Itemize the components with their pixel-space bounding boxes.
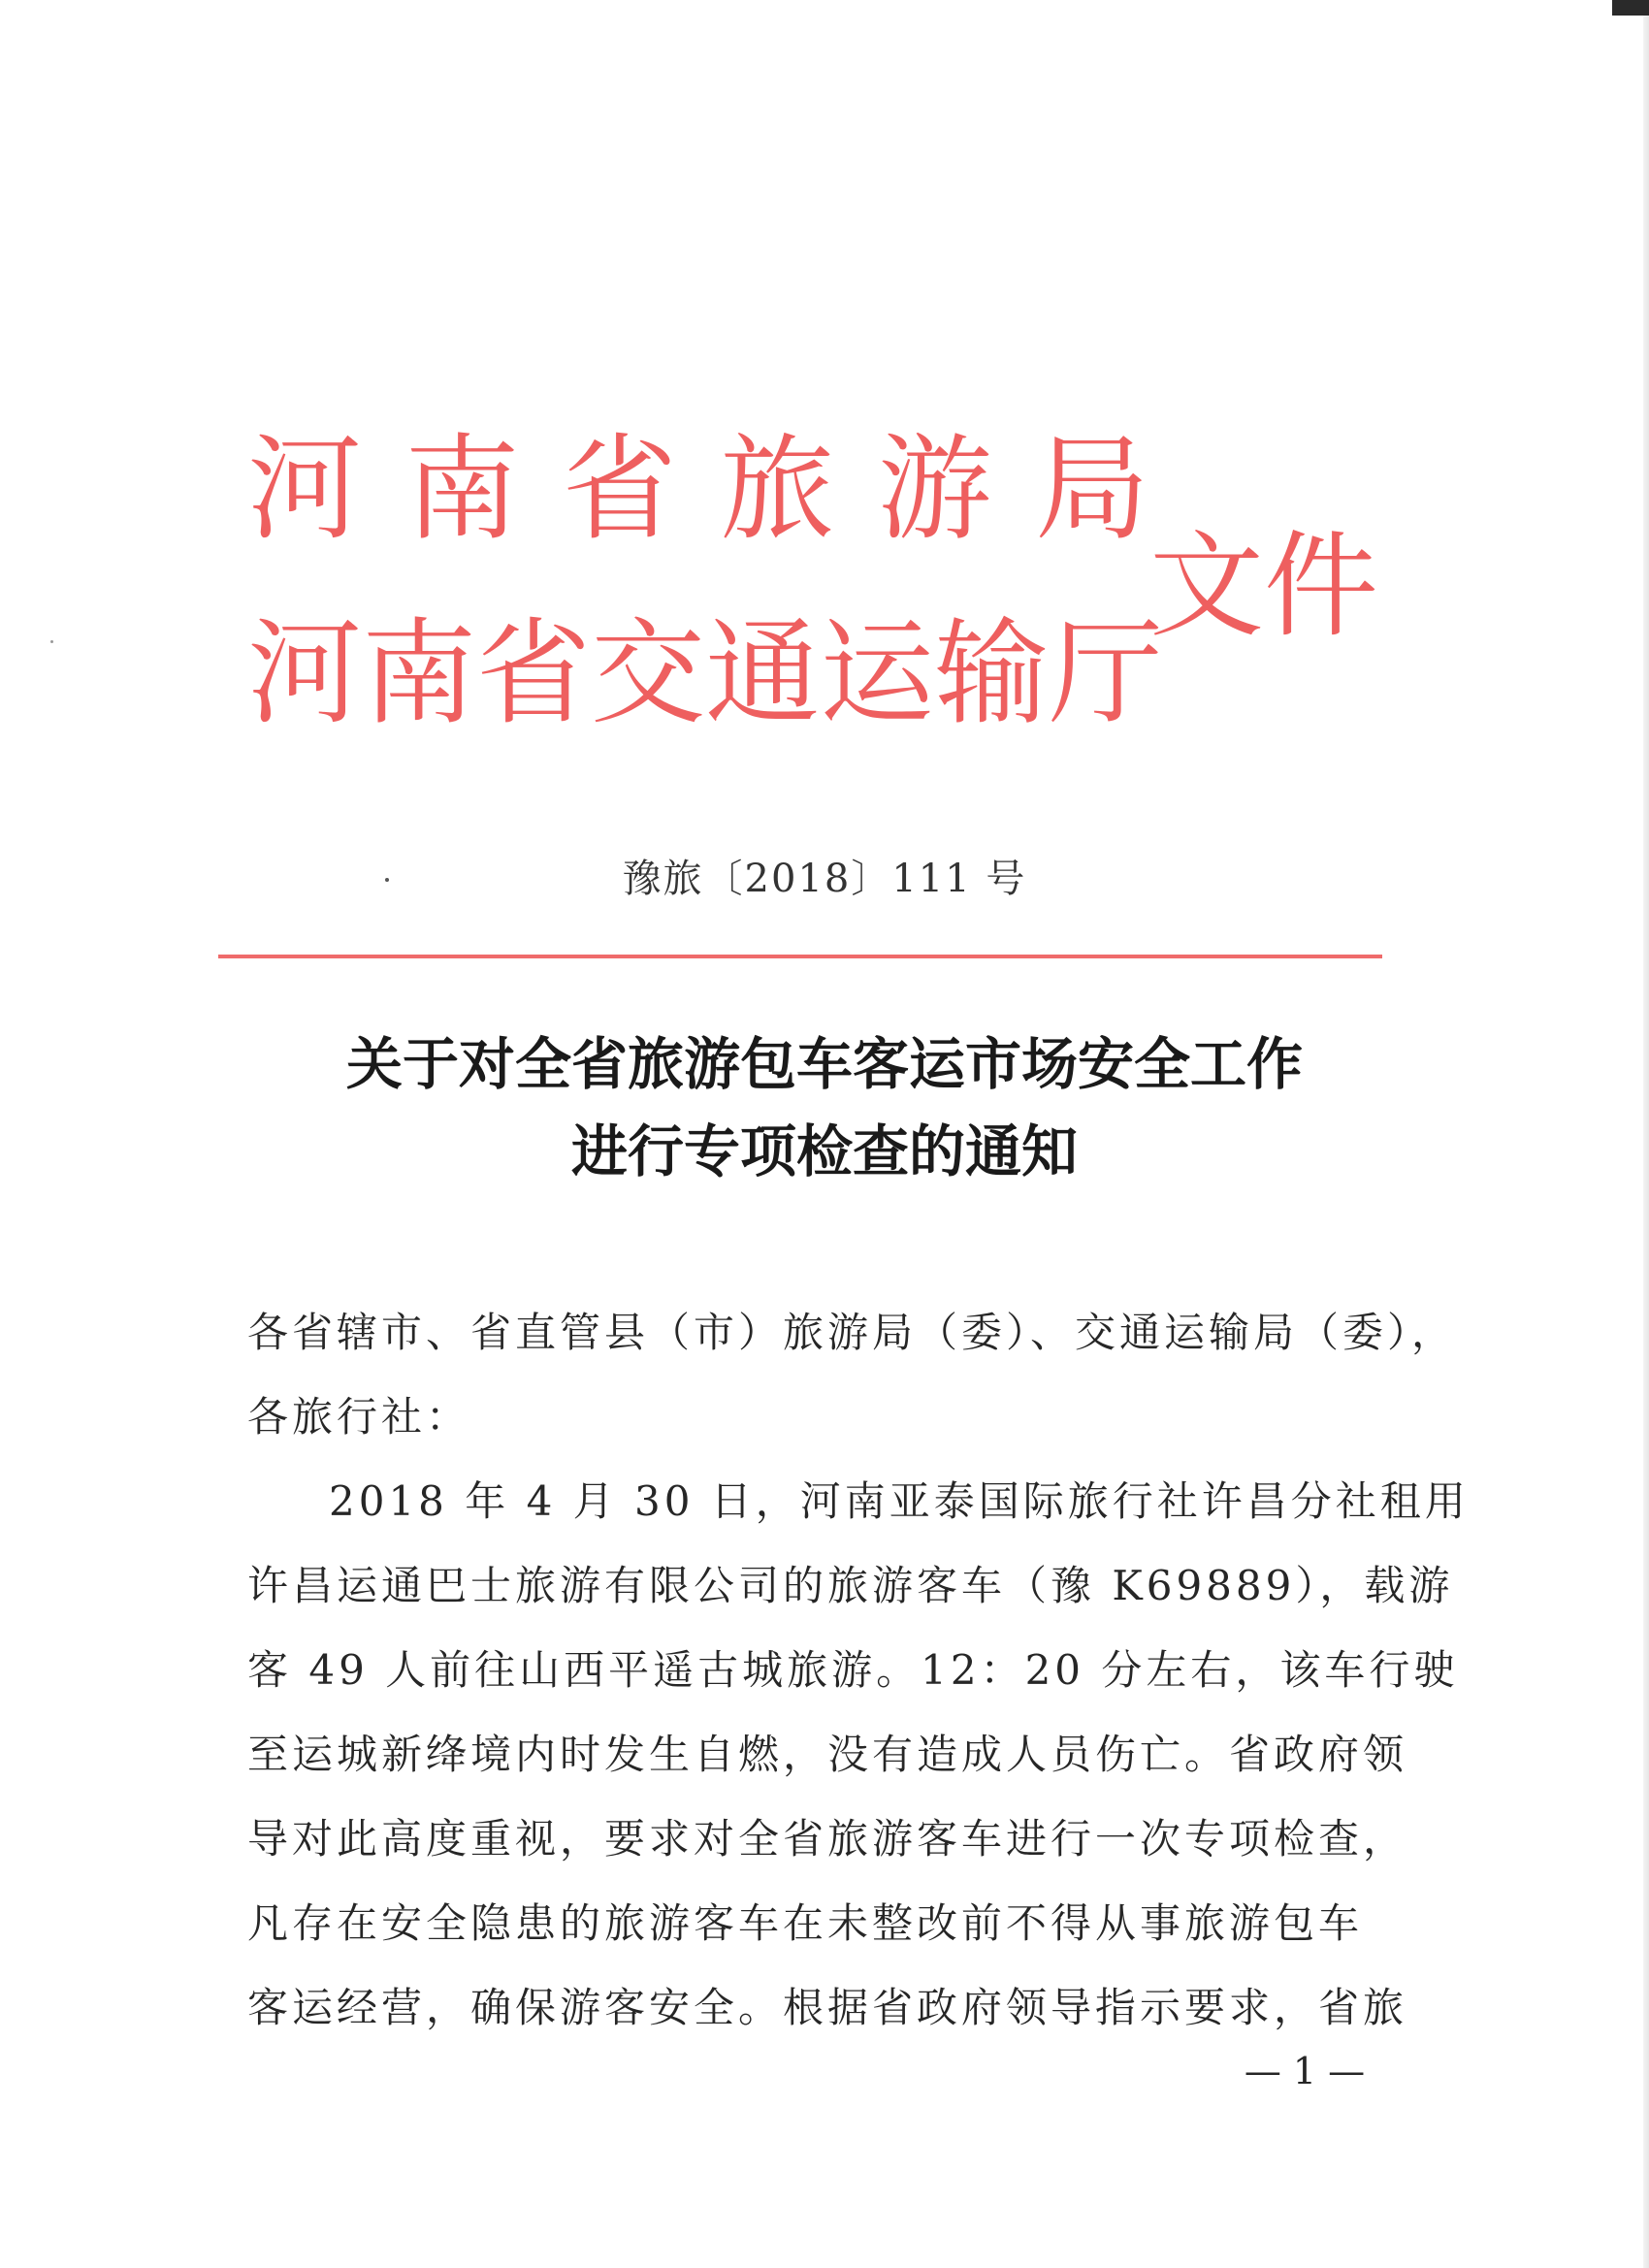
document-body: [247, 1290, 1470, 2050]
body-paragraph-line: 许昌运通巴士旅游有限公司的旅游客车（豫 K69889），载游: [247, 1562, 1454, 1609]
masthead-char: 通: [705, 606, 821, 740]
masthead-char: 旅: [720, 422, 835, 556]
body-paragraph-line: 至运城新绛境内时发生自燃，没有造成人员伤亡。省政府领: [247, 1731, 1408, 1778]
masthead-char: 厅: [1049, 606, 1164, 740]
document-title: [0, 1021, 1649, 1195]
body-paragraph-line: 凡存在安全隐患的旅游客车在未整改前不得从事旅游包车: [247, 1899, 1364, 1947]
body-paragraph-line: 2018 年 4 月 30 日，河南亚泰国际旅行社许昌分社租用: [329, 1477, 1470, 1525]
title-line: 进行专项检查的通知: [570, 1118, 1078, 1184]
masthead-char: 局: [1034, 422, 1149, 556]
issuing-authority-masthead: [0, 0, 1649, 776]
masthead-char: 河: [247, 422, 363, 556]
addressee-line: 各旅行社：: [247, 1393, 471, 1441]
body-paragraph-line: 客 49 人前往山西平遥古城旅游。12：20 分左右，该车行驶: [247, 1646, 1459, 1694]
masthead-char: 南: [362, 606, 477, 740]
masthead-char: 省: [476, 606, 592, 740]
masthead-char: 交: [591, 606, 706, 740]
masthead-char: 输: [934, 606, 1050, 740]
addressee-line: 各省辖市、省直管县（市）旅游局（委）、交通运输局（委），: [247, 1309, 1457, 1356]
masthead-suffix: 文件: [1149, 519, 1379, 653]
body-paragraph-line: 客运经营，确保游客安全。根据省政府领导指示要求，省旅: [247, 1984, 1408, 2031]
document-number: 豫旅〔2018〕111 号: [622, 857, 1027, 901]
masthead-char: 游: [877, 422, 992, 556]
masthead-char: 运: [820, 606, 935, 740]
body-paragraph-line: 导对此高度重视，要求对全省旅游客车进行一次专项检查，: [247, 1815, 1408, 1863]
masthead-char: 河: [247, 606, 363, 740]
masthead-char: 南: [404, 422, 520, 556]
red-divider-line: [218, 955, 1382, 958]
title-line: 关于对全省旅游包车客运市场安全工作: [345, 1031, 1303, 1097]
masthead-line-transport-department: [247, 606, 1164, 740]
page-number: — 1 —: [1244, 2050, 1366, 2092]
masthead-char: 省: [562, 422, 677, 556]
masthead-line-tourism-bureau: [247, 422, 1149, 556]
